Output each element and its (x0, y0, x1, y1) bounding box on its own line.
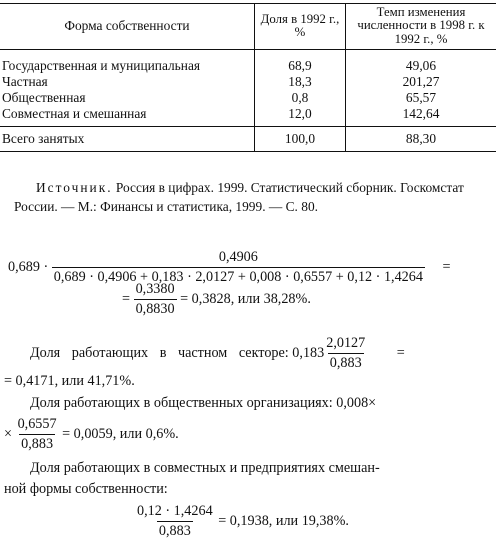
row-rate: 142,64 (346, 106, 497, 127)
formula1-numerator: 0,4906 (218, 249, 258, 265)
table-row (0, 90, 496, 106)
formula1-lead: 0,689 · (8, 259, 49, 275)
private-fraction (324, 335, 367, 372)
table-row (0, 50, 496, 75)
public-numerator: 0,6557 (17, 416, 57, 432)
public-fraction (16, 416, 59, 453)
formula1-tail: = (442, 259, 451, 275)
row-rate: 65,57 (346, 90, 497, 106)
public-denominator: 0,883 (21, 436, 54, 452)
public-result: = 0,0059, или 0,6%. (62, 425, 179, 442)
row-share: 12,0 (255, 106, 346, 127)
private-word: работающих (71, 344, 149, 361)
header-form: Форма собственности (0, 4, 255, 50)
private-result: = 0,4171, или 41,71%. (4, 373, 135, 389)
private-word: секторе: (238, 344, 289, 361)
header-share: Доля в 1992 г., % (255, 4, 346, 50)
row-form: Совместная и смешанная (2, 106, 147, 122)
formula-state-result (122, 281, 311, 318)
table-row (0, 106, 496, 127)
private-sector-line (4, 335, 496, 372)
total-share: 100,0 (255, 127, 346, 152)
employment-table (0, 3, 496, 152)
table-header-row (0, 4, 496, 50)
public-formula (4, 416, 496, 453)
private-coef: 0,183 (292, 344, 325, 361)
table-total-row (0, 127, 496, 152)
joint-formula (135, 503, 349, 540)
row-form: Частная (2, 74, 48, 90)
row-share: 0,8 (255, 90, 346, 106)
table-row (0, 74, 496, 90)
joint-line-1 (4, 460, 496, 477)
joint-denominator: 0,883 (158, 523, 191, 539)
joint-result: = 0,1938, или 19,38%. (218, 512, 349, 529)
row-share: 68,9 (255, 50, 346, 75)
formula2-numerator: 0,3380 (135, 281, 175, 297)
joint-line-2: ной формы собственности: (4, 481, 168, 497)
row-share: 18,3 (255, 74, 346, 90)
private-tail: = (396, 344, 405, 361)
public-mult: × (4, 425, 13, 442)
row-rate: 201,27 (346, 74, 497, 90)
public-text: Доля работающих в общественных организациях: 0,008× (30, 395, 377, 411)
private-word: частном (177, 344, 228, 361)
joint-text-1: Доля работающих в совместных и предприятиях смешан- (30, 460, 380, 476)
joint-fraction (135, 503, 215, 540)
private-denominator: 0,883 (329, 355, 362, 371)
row-form: Государственная и муниципальная (2, 58, 201, 74)
formula2-lead: = (122, 290, 131, 307)
formula1-denominator: 0,689 · 0,4906 + 0,183 · 2,0127 + 0,008 · 0,6557 + 0,12 · 1,4264 (53, 269, 423, 285)
total-form: Всего занятых (0, 127, 255, 152)
joint-numerator: 0,12 · 1,4264 (137, 503, 213, 519)
private-word: в (159, 344, 167, 361)
formula2-fraction (134, 281, 177, 318)
row-form: Общественная (2, 90, 86, 106)
row-rate: 49,06 (346, 50, 497, 75)
private-numerator: 2,0127 (326, 335, 366, 351)
total-rate: 88,30 (346, 127, 497, 152)
public-line (4, 395, 496, 412)
private-word: Доля (30, 344, 61, 361)
source-note (14, 178, 494, 216)
header-rate: Темп изменения численности в 1998 г. к 1992 г., % (346, 4, 497, 50)
formula2-denominator: 0,8830 (135, 301, 175, 317)
source-text: Россия в цифрах. 1999. Статистический сборник. Госкомстат России. — М.: Финансы и статистика, 1999. — С. 80. (14, 180, 464, 214)
source-label: Источник. (36, 180, 113, 195)
formula2-result: = 0,3828, или 38,28%. (180, 290, 311, 307)
